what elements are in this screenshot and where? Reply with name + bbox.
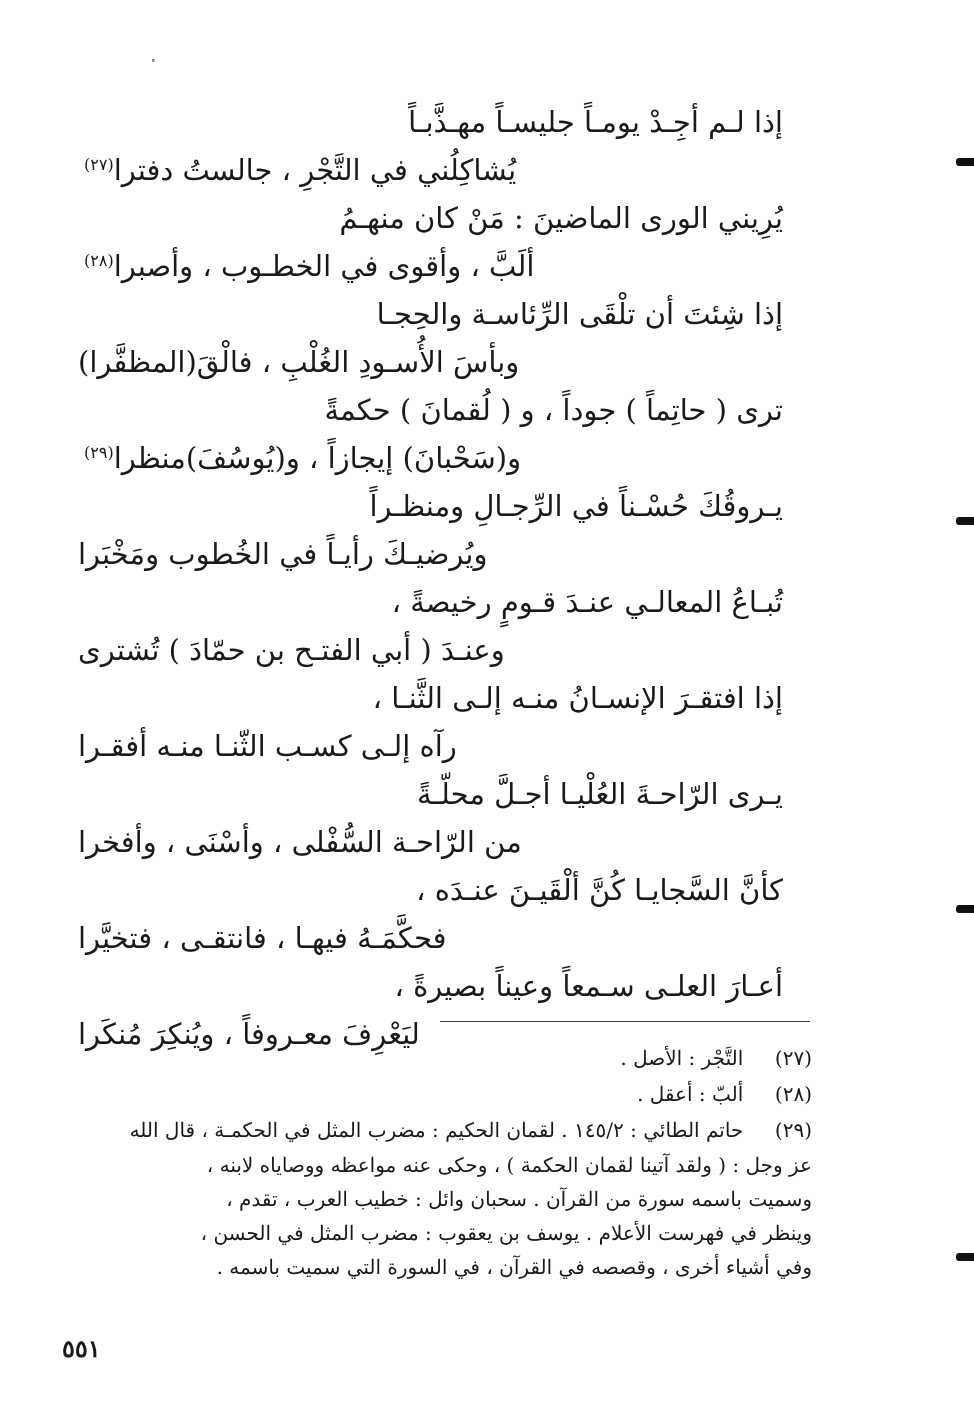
- footnote: [82, 1112, 812, 1148]
- verse-text: من الرّاحـة السُّفْلى ، وأسْنَى ، وأفخرا: [78, 825, 522, 859]
- footnote-text: حاتم الطائي : ١٤٥/٢ . لقمان الحكيم : مضرب المثل في الحكمـة ، قال الله: [129, 1118, 744, 1142]
- poem: [78, 98, 783, 1058]
- verse-text: و(سَحْبانَ) إيجازاً ، و(يُوسُفَ)منظرا: [113, 441, 522, 475]
- verse-first-hemistich: [78, 866, 783, 914]
- footnote: [82, 1040, 812, 1076]
- footnote-continuation: [82, 1148, 812, 1182]
- verse-first-hemistich: [78, 290, 783, 338]
- verse-text: يُشاكِلُني في التَّجْرِ ، جالستُ دفترا: [113, 153, 517, 187]
- verse-second-hemistich: [78, 914, 783, 962]
- verse-text: ترى ( حاتِماً ) جوداً ، و ( لُقمانَ ) حكمةً: [324, 393, 783, 427]
- verse-second-hemistich: [78, 338, 783, 386]
- verse-text: ويُرضيـكَ رأيـاً في الخُطوب ومَخْبَرا: [78, 537, 488, 571]
- page-number: ٥٥١: [62, 1334, 101, 1363]
- verse-second-hemistich: [78, 146, 783, 194]
- verse-first-hemistich: [78, 194, 783, 242]
- footnote-number: (٢٧): [774, 1046, 812, 1070]
- verse-text: يـروقُكَ حُسْـناً في الرِّجـالِ ومنظـراً: [369, 489, 783, 523]
- verse-text: وبأسَ الأُسـودِ الغُلْبِ ، فالْقَ(المظفَّرا): [78, 345, 520, 379]
- edge-mark: [956, 517, 974, 525]
- verse-text: إذا افتقـرَ الإنسـانُ منـه إلـى الثَّنـا ،: [372, 681, 783, 715]
- footnote-ref: (٢٩): [84, 443, 114, 462]
- footnote-ref: (٢٨): [84, 251, 114, 270]
- footnote-text: التَّجْر : الأصل .: [620, 1046, 744, 1070]
- verse-text: ليَعْرِفَ معـروفاً ، ويُنكِرَ مُنكَرا: [78, 1017, 420, 1051]
- verse-text: أعـارَ العلـى سـمعاً وعيناً بصيرةً ،: [394, 969, 783, 1003]
- verse-second-hemistich: [78, 242, 783, 290]
- footnotes: [82, 1040, 812, 1284]
- footnote-continuation: [82, 1182, 812, 1216]
- footnote-number: (٢٩): [774, 1118, 812, 1142]
- verse-first-hemistich: [78, 578, 783, 626]
- verse-second-hemistich: [78, 626, 783, 674]
- footnote-separator: [440, 1021, 810, 1022]
- verse-first-hemistich: [78, 482, 783, 530]
- verse-second-hemistich: [78, 434, 783, 482]
- verse-text: فحكَّمَـهُ فيهـا ، فانتقـى ، فتخيَّرا: [78, 921, 447, 955]
- edge-mark: [956, 158, 974, 166]
- verse-first-hemistich: [78, 674, 783, 722]
- verse-text: وعنـدَ ( أبي الفتـح بن حمّادَ ) تُشترى: [78, 633, 505, 667]
- verse-second-hemistich: [78, 530, 783, 578]
- footnote-continuation: [82, 1250, 812, 1284]
- verse-text: إذا لـم أجِـدْ يومـاً جليسـاً مهـذَّبـاً: [408, 105, 783, 139]
- verse-text: إذا شِئتَ أن تلْقَى الرِّئاسـة والحِجـا: [376, 297, 783, 331]
- footnote-continuation: [82, 1216, 812, 1250]
- footnote-text: وسميت باسمه سورة من القرآن . سحبان وائل : خطيب العرب ، تقدم ،: [226, 1187, 812, 1211]
- verse-text: رآه إلـى كسـب الثّنـا منـه أفقـرا: [78, 729, 457, 763]
- footnote-number: (٢٨): [774, 1082, 812, 1106]
- verse-first-hemistich: [78, 98, 783, 146]
- verse-second-hemistich: [78, 722, 783, 770]
- footnote: [82, 1076, 812, 1112]
- footnote-text: عز وجل : ( ولقد آتينا لقمان الحكمة ) ، وحكى عنه مواعظه ووصاياه لابنه ،: [206, 1153, 812, 1177]
- footnote-ref: (٢٧): [84, 155, 114, 174]
- footnote-text: ألبّ : أعقل .: [637, 1082, 744, 1106]
- verse-text: تُبـاعُ المعالـي عنـدَ قـومٍ رخيصةً ،: [391, 585, 783, 619]
- verse-first-hemistich: [78, 962, 783, 1010]
- verse-second-hemistich: [78, 818, 783, 866]
- verse-text: ألَبَّ ، وأقوى في الخطـوب ، وأصبرا: [113, 249, 535, 283]
- verse-first-hemistich: [78, 386, 783, 434]
- edge-mark: [956, 1253, 974, 1261]
- verse-text: كأنَّ السَّجايـا كُنَّ ألْقَيـنَ عنـدَه ،: [416, 873, 783, 907]
- footnote-text: وفي أشياء أخرى ، وقصصه في القرآن ، في السورة التي سميت باسمه .: [216, 1255, 812, 1279]
- edge-mark: [956, 905, 974, 913]
- verse-text: يـرى الرّاحـةَ العُلْيـا أجـلَّ محلّـةً: [417, 777, 783, 811]
- footnote-text: وينظر في فهرست الأعلام . يوسف بن يعقوب : مضرب المثل في الحسن ،: [200, 1221, 812, 1245]
- verse-text: يُرِيني الورى الماضينَ : مَنْ كان منهـمُ: [339, 201, 783, 235]
- verse-first-hemistich: [78, 770, 783, 818]
